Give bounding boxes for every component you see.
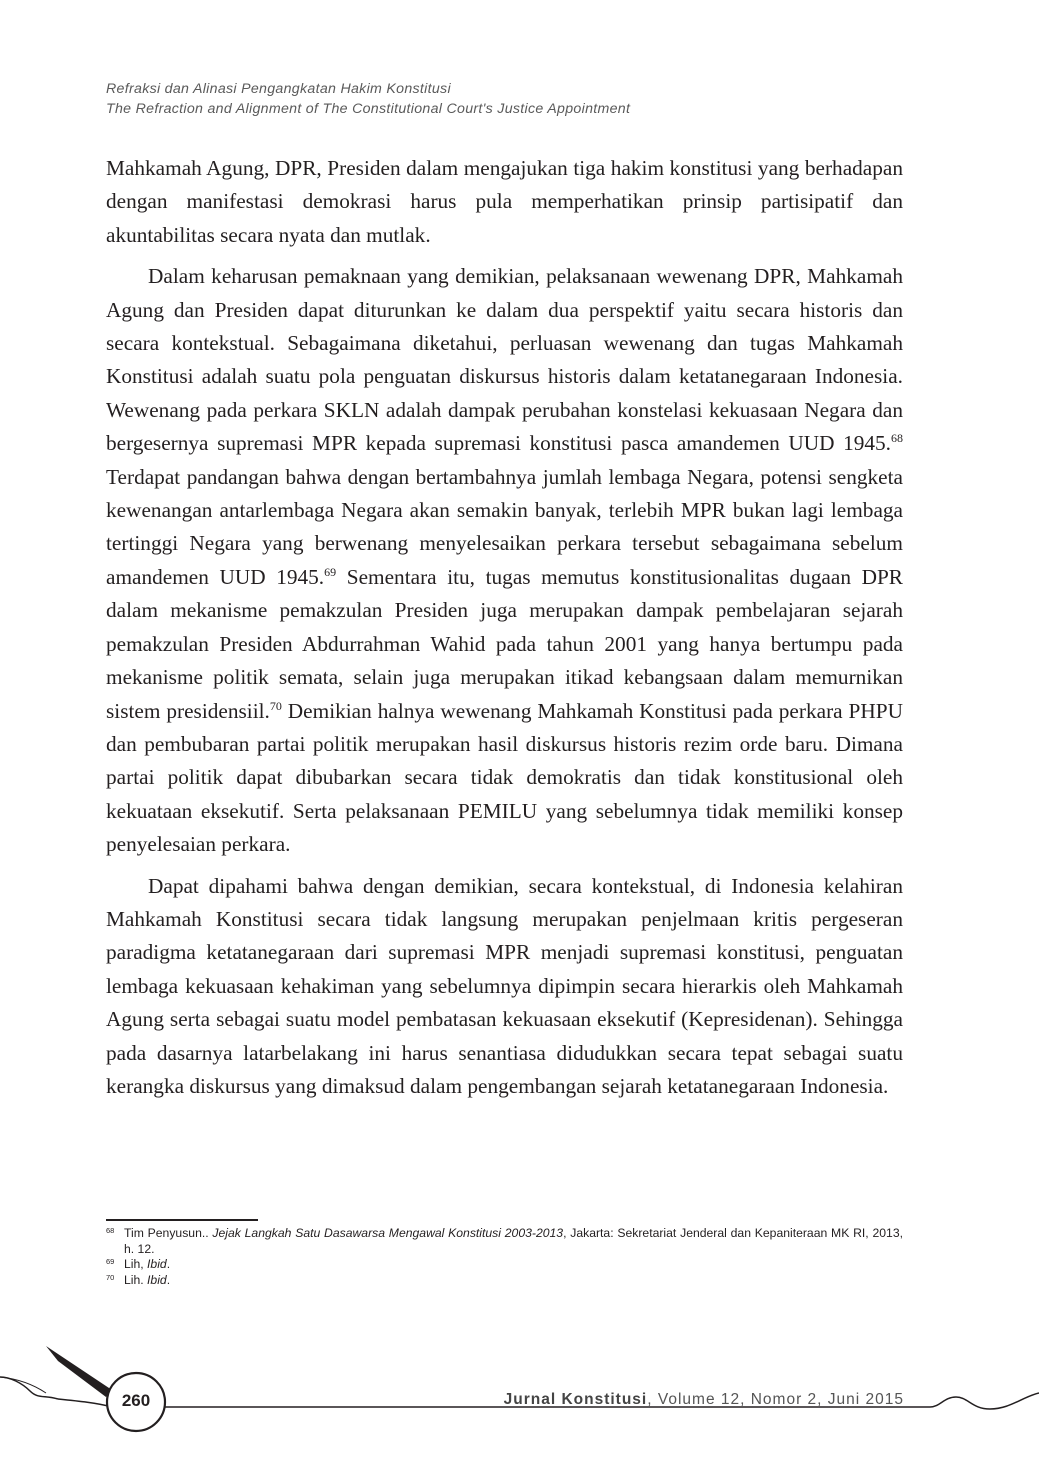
footnote-ref-70[interactable]: 70: [269, 698, 282, 713]
journal-citation: [504, 1391, 904, 1409]
footnote-70: [106, 1273, 903, 1289]
running-header-title-id: Refraksi dan Alinasi Pengangkatan Hakim Konstitusi: [106, 81, 451, 97]
footnote-title: Ibid: [147, 1257, 167, 1271]
footnote-title: Jejak Langkah Satu Dasawarsa Mengawal Konstitusi 2003-2013: [212, 1226, 564, 1240]
journal-issue: , Volume 12, Nomor 2, Juni 2015: [647, 1391, 904, 1408]
footnote-number: 69: [106, 1257, 115, 1266]
footnote-text: , Jakarta: Sekretariat Jenderal dan Kepaniteraan MK RI, 2013, h. 12.: [124, 1226, 903, 1256]
paragraph-2: [106, 260, 903, 861]
paragraph-2-part-a: Dalam keharusan pemaknaan yang demikian, pelaksanaan wewenang DPR, Mahkamah Agung dan Presiden dapat diturunkan ke dalam dua perspektif yaitu secara historis dan secara kontekstual. Sebagaimana diketahui, perluasan wewenang dan tugas Mahkamah Konstitusi adalah suatu pola penguatan diskursus historis dalam ketatanegaraan Indonesia. Wewenang pada perkara SKLN adalah dampak perubahan konstelasi kekuasaan Negara dan bergesernya supremasi MPR kepada supremasi konstitusi pasca amandemen UUD 1945.: [106, 264, 903, 456]
running-header: [106, 79, 926, 119]
article-body: [106, 152, 903, 1111]
running-header-title-en: The Refraction and Alignment of The Constitutional Court's Justice Appointment: [106, 101, 631, 117]
footnote-text: .: [166, 1257, 171, 1271]
paragraph-1: Mahkamah Agung, DPR, Presiden dalam mengajukan tiga hakim konstitusi yang berhadapan dengan manifestasi demokrasi harus pula memperhatikan prinsip partisipatif dan akuntabilitas secara nyata dan mutlak.: [106, 156, 903, 247]
footnote-ref-68[interactable]: 68: [891, 431, 903, 446]
paragraph-2-part-b: Terdapat pandangan bahwa dengan bertambahnya jumlah lembaga Negara, potensi sengketa kewenangan antarlembaga Negara akan semakin banyak, terlebih MPR bukan lagi lembaga tertinggi Negara yang berwenang menyelesaikan perkara tersebut sebagaimana sebelum amandemen UUD 1945.: [106, 464, 903, 589]
footnote-number: 70: [106, 1272, 115, 1282]
footnote-divider: [106, 1219, 258, 1221]
footnotes: [106, 1226, 903, 1288]
paragraph-2-part-d: Demikian halnya wewenang Mahkamah Konstitusi pada perkara PHPU dan pembubaran partai politik merupakan hasil diskursus historis rezim orde baru. Dimana partai politik dapat dibubarkan secara tidak demokratis dan tidak konstitusional oleh kekuataan eksekutif. Serta pelaksanaan PEMILU yang sebelumnya tidak memiliki konsep penyelesaian perkara.: [106, 698, 903, 857]
journal-name: Jurnal Konstitusi: [503, 1391, 648, 1408]
footnote-68: [106, 1226, 903, 1257]
footnote-title: Ibid: [147, 1272, 167, 1287]
footnote-69: [106, 1257, 903, 1273]
paragraph-3: Dapat dipahami bahwa dengan demikian, secara kontekstual, di Indonesia kelahiran Mahkamah Konstitusi secara tidak langsung merupakan penjelmaan kritis pergeseran paradigma ketatanegaraan dari supremasi MPR menjadi supremasi konstitusi, penguatan lembaga kekuasaan kehakiman yang sebelumnya dipimpin secara hierarkis oleh Mahkamah Agung serta sebagai suatu model pembatasan kekuasaan eksekutif (Kepresidenan). Sehingga pada dasarnya latarbelakang ini harus senantiasa didudukkan secara tepat sebagai suatu kerangka diskursus yang dimaksud dalam pengembangan sejarah ketatanegaraan Indonesia.: [106, 873, 903, 1098]
footnote-number: 68: [106, 1226, 115, 1235]
footnote-ref-69[interactable]: 69: [324, 564, 337, 579]
paragraph-2-part-c: Sementara itu, tugas memutus konstitusionalitas dugaan DPR dalam mekanisme pemakzulan Presiden juga merupakan dampak pembelajaran sejarah pemakzulan Presiden Abdurrahman Wahid pada tahun 2001 yang hanya bertumpu pada mekanisme politik semata, selain juga merupakan itikad kebangsaan dalam memurnikan sistem presidensiil.: [106, 564, 904, 723]
footnote-text: Tim Penyusun..: [124, 1226, 213, 1240]
footnote-text: Lih.: [124, 1272, 148, 1287]
page-number: 260: [121, 1391, 151, 1410]
footnote-text: Lih,: [124, 1257, 148, 1271]
footnote-text: .: [166, 1272, 171, 1287]
